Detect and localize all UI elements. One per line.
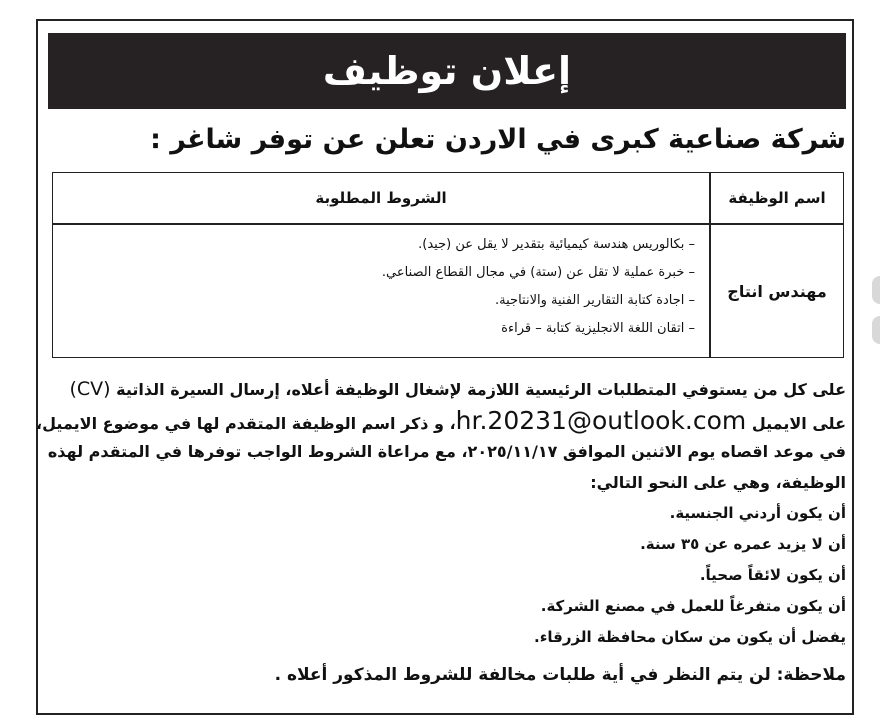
ad-title-banner <box>48 33 846 109</box>
condition-item: أن يكون لائقاً صحياً. <box>699 566 846 584</box>
condition-item: أن يكون متفرغاً للعمل في مصنع الشركة. <box>540 597 846 615</box>
table-header-job-name: اسم الوظيفة <box>728 189 826 207</box>
table-cell-job-name: مهندس انتاج <box>727 281 827 301</box>
condition-item: أن لا يزيد عمره عن ٣٥ سنة. <box>640 535 846 553</box>
scan-edge-mark <box>872 276 880 304</box>
requirement-item: – اتقان اللغة الانجليزية كتابة – قراءة <box>501 321 695 336</box>
condition-item: أن يكون أردني الجنسية. <box>669 504 846 522</box>
body-line-2-prefix: على الايميل <box>751 414 846 433</box>
table-header-requirements: الشروط المطلوبة <box>315 189 447 207</box>
requirement-item: – اجادة كتابة التقارير الفنية والانتاجية. <box>495 293 695 308</box>
requirements-list <box>53 231 695 343</box>
requirement-item: – خبرة عملية لا تقل عن (ستة) في مجال القطاع الصناعي. <box>381 265 695 280</box>
jobs-table <box>52 172 844 358</box>
body-line-2 <box>36 405 846 436</box>
ad-note: ملاحظة: لن يتم النظر في أية طلبات مخالفة للشروط المذكور أعلاه . <box>274 665 846 685</box>
ad-title: إعلان توظيف <box>322 49 572 93</box>
body-line-1 <box>52 374 846 405</box>
body-line-4: الوظيفة، وهي على النحو التالي: <box>590 473 846 492</box>
scan-edge-mark <box>872 316 880 344</box>
body-line-1-text: على كل من يستوفي المتطلبات الرئيسية اللازمة لإشغال الوظيفة أعلاه، إرسال السيرة الذاتية <box>116 380 846 399</box>
body-line-2-suffix: ، و ذكر اسم الوظيفة المتقدم لها في موضوع الايميل، <box>36 414 456 433</box>
requirement-item: – بكالوريس هندسة كيميائية بتقدير لا يقل عن (جيد). <box>418 237 695 252</box>
condition-item: يفضل أن يكون من سكان محافظة الزرقاء. <box>534 628 846 646</box>
ad-body <box>36 374 846 693</box>
cv-label: (CV) <box>69 378 111 400</box>
body-line-3: في موعد اقصاه يوم الاثنين الموافق ٢٠٢٥/١١/١٧، مع مراعاة الشروط الواجب توفرها في المتقدم لهذه <box>47 442 846 461</box>
ad-subtitle: شركة صناعية كبرى في الاردن تعلن عن توفر شاغر : <box>150 124 846 155</box>
email-address: hr.20231@outlook.com <box>455 406 747 435</box>
